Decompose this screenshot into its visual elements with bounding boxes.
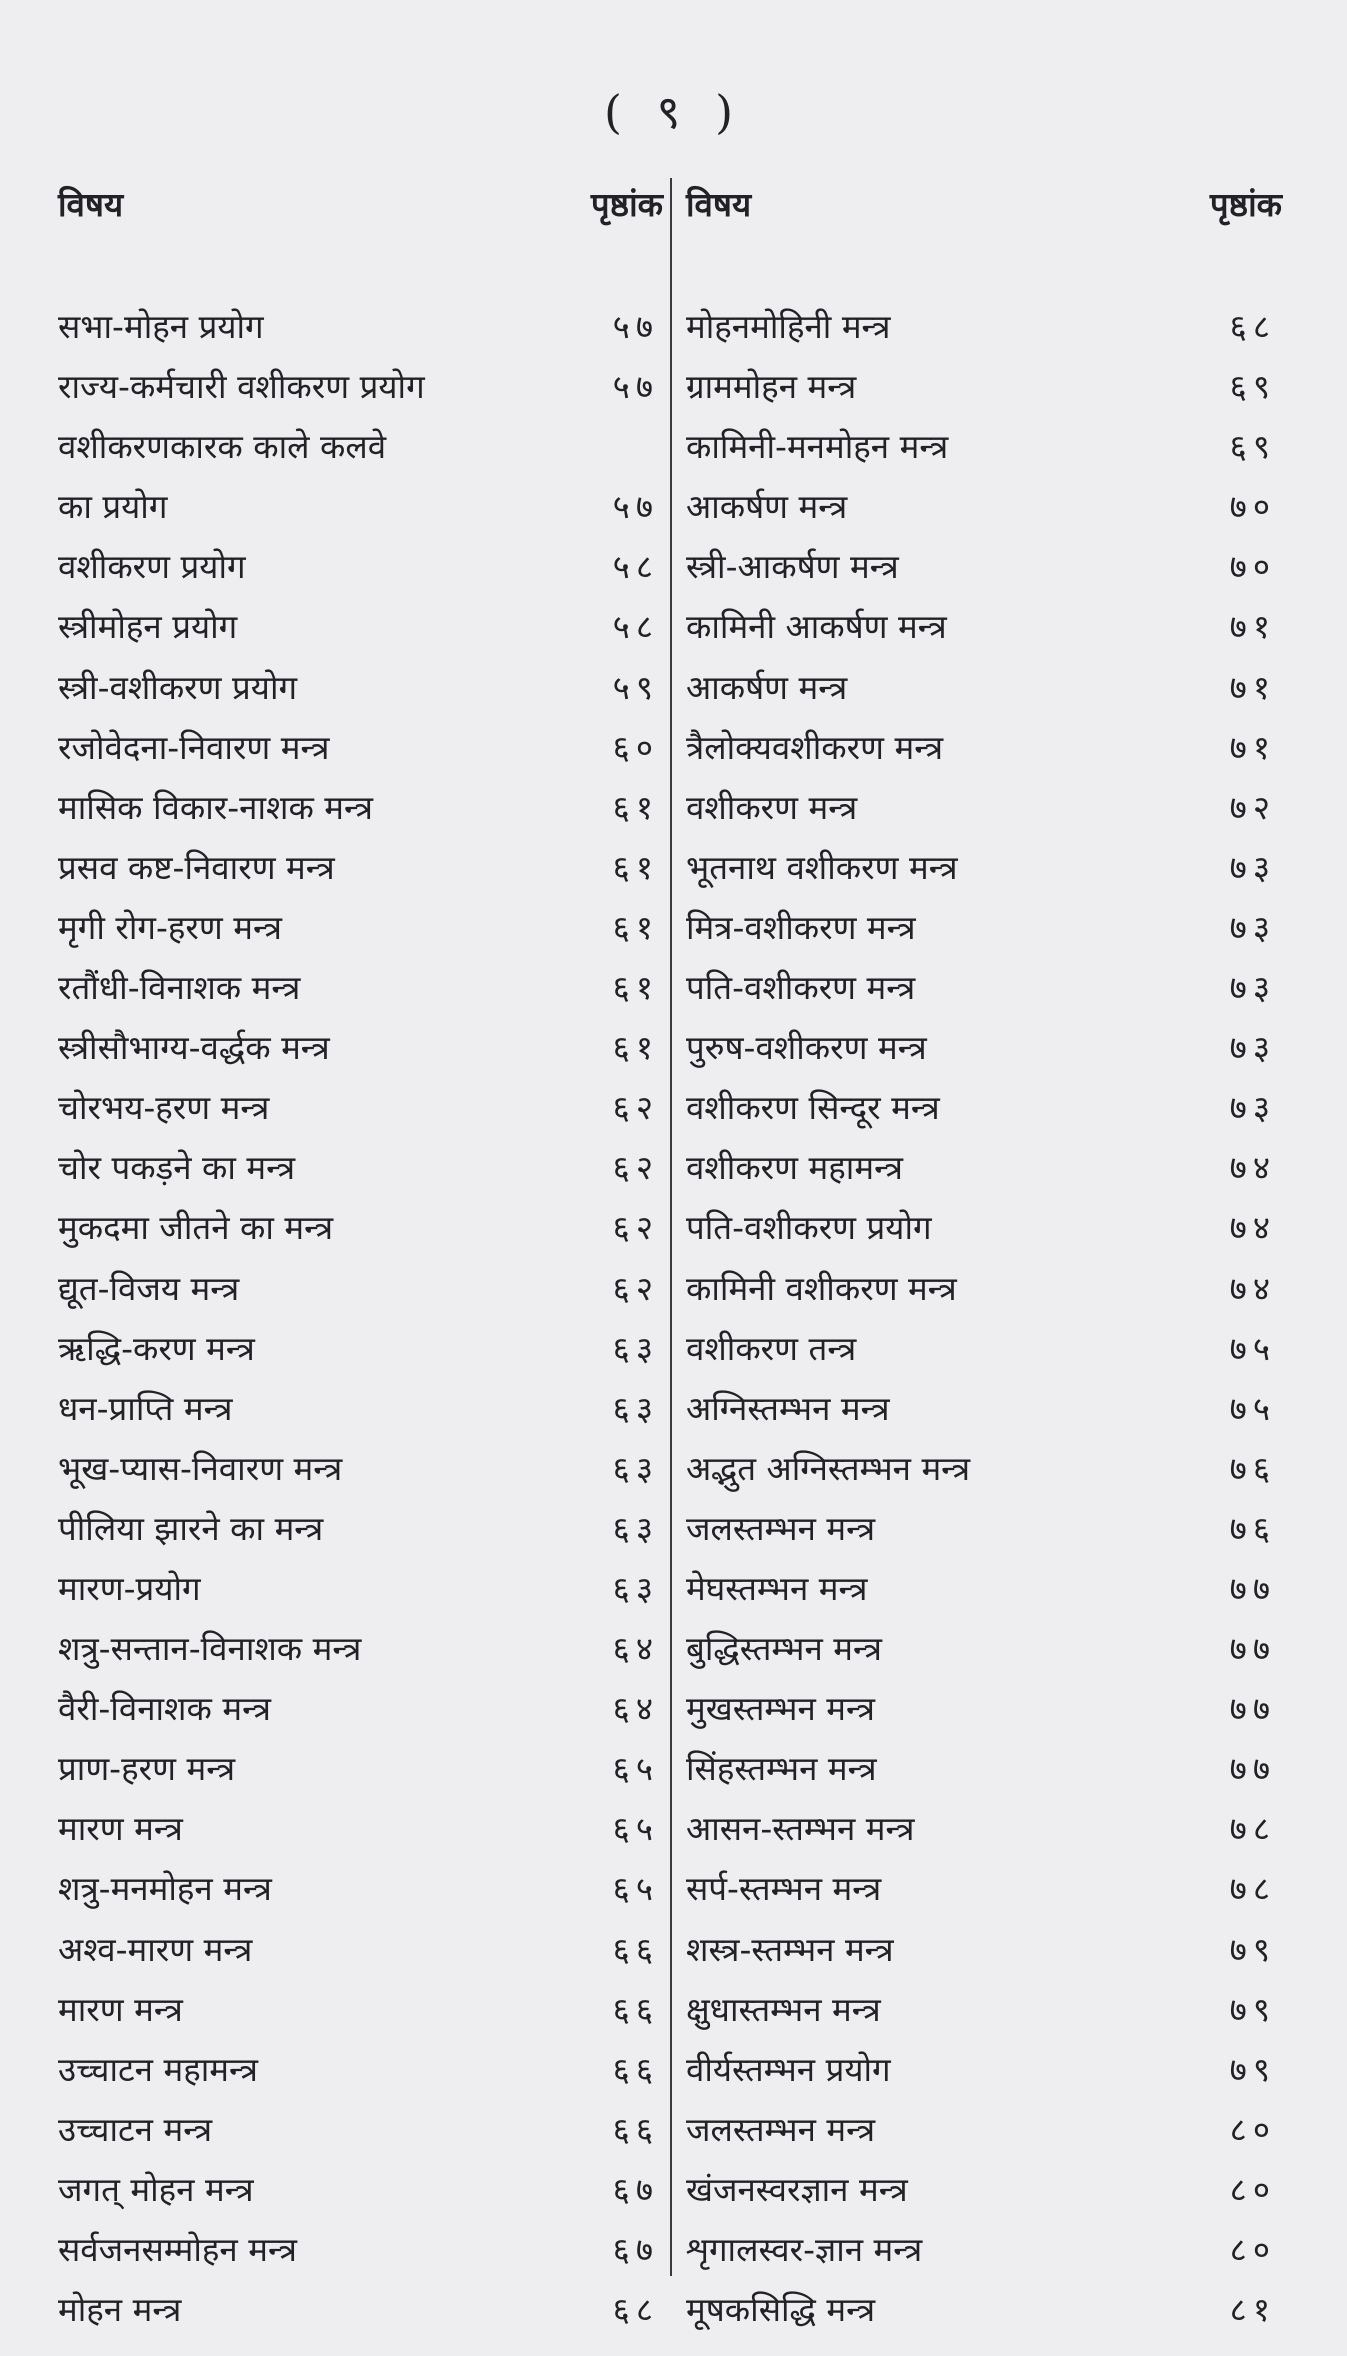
toc-entry-page: ६५: [612, 1749, 659, 1789]
toc-entry-subject: का प्रयोग: [58, 487, 168, 527]
toc-entry: [686, 658, 1282, 718]
toc-entry-subject: मेघस्तम्भन मन्त्र: [686, 1568, 868, 1608]
toc-entry: [58, 658, 663, 718]
toc-entry-page: ७१: [1229, 727, 1276, 767]
toc-entry: [686, 1920, 1282, 1980]
toc-entry: [686, 1499, 1282, 1559]
toc-entry-page: ६७: [612, 2169, 659, 2209]
toc-entry: [58, 2160, 663, 2220]
toc-entry: [58, 417, 663, 477]
toc-entry-page: ६५: [612, 1809, 659, 1849]
toc-entry-subject: मोहन मन्त्र: [58, 2290, 182, 2330]
toc-entry-page: ६८: [612, 2290, 659, 2330]
toc-entry: [686, 1679, 1282, 1739]
toc-entry-subject: वशीकरण सिन्दूर मन्त्र: [686, 1088, 940, 1128]
toc-entry-subject: वशीकरणकारक काले कलवे: [58, 427, 387, 467]
toc-entry-page: ७४: [1229, 1148, 1276, 1188]
page-header: पृष्ठांक: [590, 185, 663, 224]
toc-entry-page: ७२: [1229, 787, 1276, 827]
toc-entry-page: ६६: [612, 1989, 659, 2029]
toc-entry-subject: द्यूत-विजय मन्त्र: [58, 1268, 240, 1308]
toc-entry-subject: सभा-मोहन प्रयोग: [58, 307, 264, 346]
toc-entry: [686, 1018, 1282, 1078]
subject-header: विषय: [686, 185, 752, 224]
toc-entry-subject: जलस्तम्भन मन्त्र: [686, 2109, 876, 2149]
toc-entry: [686, 1739, 1282, 1799]
toc-entry-subject: अग्निस्तम्भन मन्त्र: [686, 1388, 890, 1428]
toc-entry: [58, 1499, 663, 1559]
toc-entry-subject: पुरुष-वशीकरण मन्त्र: [686, 1028, 927, 1068]
toc-entry-subject: चोर पकड़ने का मन्त्र: [58, 1148, 296, 1188]
toc-entry-subject: मूषकसिद्धि मन्त्र: [686, 2290, 876, 2330]
toc-entry-subject: शत्रु-मनमोहन मन्त्र: [58, 1869, 272, 1909]
toc-entry-subject: आसन-स्तम्भन मन्त्र: [686, 1809, 915, 1849]
toc-entry: [58, 1559, 663, 1619]
toc-entry: [58, 1078, 663, 1138]
toc-entry-page: ७०: [1229, 487, 1276, 527]
toc-entry-page: ७४: [1229, 1268, 1276, 1308]
toc-entry: [686, 778, 1282, 838]
toc-entry: [686, 1379, 1282, 1439]
page-header: पृष्ठांक: [1209, 185, 1282, 224]
toc-entry: [686, 1319, 1282, 1379]
toc-entry-subject: अश्व-मारण मन्त्र: [58, 1929, 253, 1969]
toc-entry-subject: त्रैलोक्यवशीकरण मन्त्र: [686, 727, 944, 767]
toc-entry-page: ६२: [612, 1268, 659, 1308]
toc-entry-subject: मुकदमा जीतने का मन्त्र: [58, 1208, 334, 1248]
toc-entry: [686, 838, 1282, 898]
toc-entry-page: ७१: [1229, 667, 1276, 707]
toc-entry-subject: पति-वशीकरण प्रयोग: [686, 1208, 932, 1248]
toc-entry-page: ७७: [1229, 1629, 1276, 1669]
toc-right-list: [686, 297, 1282, 2340]
toc-entry-subject: चोरभय-हरण मन्त्र: [58, 1088, 270, 1128]
toc-entry-subject: रजोवेदना-निवारण मन्त्र: [58, 727, 330, 767]
toc-entry: [686, 1980, 1282, 2040]
toc-entry: [58, 1319, 663, 1379]
toc-entry-page: ७६: [1229, 1448, 1276, 1488]
toc-entry: [58, 357, 663, 417]
toc-entry-subject: स्त्रीसौभाग्य-वर्द्धक मन्त्र: [58, 1028, 330, 1068]
toc-entry: [58, 1439, 663, 1499]
toc-entry: [58, 1259, 663, 1319]
column-header: [58, 175, 663, 235]
toc-entry-subject: पीलिया झारने का मन्त्र: [58, 1508, 324, 1548]
toc-entry-subject: मोहनमोहिनी मन्त्र: [686, 307, 891, 346]
toc-entry-subject: राज्य-कर्मचारी वशीकरण प्रयोग: [58, 367, 425, 407]
toc-entry-subject: धन-प्राप्ति मन्त्र: [58, 1388, 233, 1428]
toc-entry-subject: मित्र-वशीकरण मन्त्र: [686, 907, 916, 947]
toc-entry-page: ५८: [612, 607, 659, 647]
toc-entry: [686, 1799, 1282, 1859]
toc-entry-subject: सिंहस्तम्भन मन्त्र: [686, 1749, 877, 1789]
toc-entry: [58, 477, 663, 537]
toc-entry-page: ५७: [612, 307, 659, 346]
toc-entry-page: ७१: [1229, 607, 1276, 647]
toc-entry-subject: जगत् मोहन मन्त्र: [58, 2169, 254, 2209]
toc-entry-page: ८०: [1229, 2109, 1276, 2149]
toc-entry-page: ६०: [612, 727, 659, 767]
toc-entry: [58, 1018, 663, 1078]
toc-entry-subject: मुखस्तम्भन मन्त्र: [686, 1689, 875, 1729]
toc-entry: [58, 1679, 663, 1739]
toc-left-column: [58, 175, 663, 2340]
toc-entry-subject: वशीकरण तन्त्र: [686, 1328, 857, 1368]
toc-entry-page: ६१: [612, 907, 659, 947]
toc-entry: [58, 1198, 663, 1258]
toc-entry: [58, 1379, 663, 1439]
toc-entry-page: ७७: [1229, 1689, 1276, 1729]
toc-entry-page: ५७: [612, 367, 659, 407]
toc-entry-subject: सर्प-स्तम्भन मन्त्र: [686, 1869, 882, 1909]
toc-entry-subject: वशीकरण प्रयोग: [58, 547, 246, 587]
toc-entry: [686, 2040, 1282, 2100]
toc-entry-subject: ग्राममोहन मन्त्र: [686, 367, 857, 407]
toc-entry-page: ७३: [1229, 907, 1276, 947]
toc-entry: [58, 1619, 663, 1679]
toc-entry-subject: मारण मन्त्र: [58, 1989, 183, 2029]
toc-entry-page: ७३: [1229, 1088, 1276, 1128]
toc-entry-subject: प्रसव कष्ट-निवारण मन्त्र: [58, 847, 335, 887]
toc-entry-page: ६१: [612, 847, 659, 887]
toc-entry-subject: रतौंधी-विनाशक मन्त्र: [58, 968, 301, 1008]
toc-entry-page: ६६: [612, 2049, 659, 2089]
toc-entry: [686, 1078, 1282, 1138]
toc-entry-page: ६९: [1229, 427, 1276, 467]
toc-entry-page: ६७: [612, 2230, 659, 2269]
toc-entry-page: ७५: [1229, 1388, 1276, 1428]
toc-entry: [686, 898, 1282, 958]
toc-entry-page: ६२: [612, 1148, 659, 1188]
toc-entry-subject: उच्चाटन मन्त्र: [58, 2109, 213, 2149]
toc-entry-page: ६४: [612, 1629, 659, 1669]
toc-left-list: [58, 297, 663, 2340]
toc-entry-page: ८०: [1229, 2169, 1276, 2209]
toc-entry-page: ७८: [1229, 1869, 1276, 1909]
toc-entry-subject: कामिनी आकर्षण मन्त्र: [686, 607, 947, 647]
toc-entry-page: ६३: [612, 1328, 659, 1368]
toc-entry-page: ७३: [1229, 1028, 1276, 1068]
toc-entry: [58, 1920, 663, 1980]
toc-entry: [686, 1859, 1282, 1919]
toc-entry: [58, 838, 663, 898]
toc-right-column: [686, 175, 1282, 2340]
toc-entry: [58, 718, 663, 778]
toc-entry-page: ६१: [612, 968, 659, 1008]
toc-entry-page: ६१: [612, 787, 659, 827]
toc-entry: [58, 537, 663, 597]
toc-entry-subject: शत्रु-सन्तान-विनाशक मन्त्र: [58, 1629, 362, 1669]
toc-entry-page: ७४: [1229, 1208, 1276, 1248]
toc-entry: [58, 1739, 663, 1799]
toc-entry-page: ५७: [612, 487, 659, 527]
toc-entry: [58, 597, 663, 657]
toc-entry-page: ७३: [1229, 968, 1276, 1008]
toc-entry-subject: अद्भुत अग्निस्तम्भन मन्त्र: [686, 1448, 971, 1488]
toc-entry-subject: खंजनस्वरज्ञान मन्त्र: [686, 2169, 908, 2209]
toc-entry: [686, 2220, 1282, 2280]
toc-entry-subject: जलस्तम्भन मन्त्र: [686, 1508, 876, 1548]
toc-entry: [58, 2100, 663, 2160]
toc-entry-subject: कामिनी वशीकरण मन्त्र: [686, 1268, 957, 1308]
toc-entry-page: ८१: [1229, 2290, 1276, 2330]
toc-entry: [686, 2100, 1282, 2160]
toc-entry-page: ६८: [1229, 307, 1276, 346]
toc-entry: [686, 1198, 1282, 1258]
toc-entry-subject: मारण-प्रयोग: [58, 1568, 201, 1608]
toc-entry: [686, 1138, 1282, 1198]
toc-entry-subject: आकर्षण मन्त्र: [686, 667, 848, 707]
toc-entry-page: ६२: [612, 1088, 659, 1128]
toc-entry: [58, 2040, 663, 2100]
column-header: [686, 175, 1282, 235]
toc-entry: [58, 2220, 663, 2280]
toc-entry-subject: आकर्षण मन्त्र: [686, 487, 848, 527]
toc-entry-subject: मृगी रोग-हरण मन्त्र: [58, 907, 282, 947]
toc-entry-subject: प्राण-हरण मन्त्र: [58, 1749, 236, 1789]
toc-entry: [686, 1559, 1282, 1619]
toc-entry: [686, 1259, 1282, 1319]
toc-entry: [58, 778, 663, 838]
toc-entry-page: ८०: [1229, 2230, 1276, 2269]
toc-entry: [686, 958, 1282, 1018]
toc-entry-page: ५८: [612, 547, 659, 587]
toc-entry-subject: ऋद्धि-करण मन्त्र: [58, 1328, 255, 1368]
toc-entry: [686, 597, 1282, 657]
toc-entry-page: ७७: [1229, 1568, 1276, 1608]
toc-entry-page: ६३: [612, 1568, 659, 1608]
toc-entry: [58, 898, 663, 958]
toc-entry: [686, 718, 1282, 778]
toc-entry-page: ६१: [612, 1028, 659, 1068]
toc-entry-subject: स्त्री-आकर्षण मन्त्र: [686, 547, 899, 587]
toc-entry-subject: वशीकरण मन्त्र: [686, 787, 858, 827]
toc-entry: [58, 1980, 663, 2040]
toc-entry-page: ६६: [612, 2109, 659, 2149]
toc-entry-page: ५९: [612, 667, 659, 707]
toc-entry-page: ७०: [1229, 547, 1276, 587]
toc-entry-subject: पति-वशीकरण मन्त्र: [686, 968, 916, 1008]
toc-entry: [58, 297, 663, 357]
toc-entry-subject: वीर्यस्तम्भन प्रयोग: [686, 2049, 891, 2089]
page-number: ( ९ ): [603, 85, 744, 139]
toc-entry: [686, 477, 1282, 537]
column-divider: [670, 178, 672, 2276]
toc-entry-page: ६३: [612, 1508, 659, 1548]
toc-entry: [686, 2160, 1282, 2220]
toc-entry-subject: स्त्री-वशीकरण प्रयोग: [58, 667, 298, 707]
toc-entry-subject: कामिनी-मनमोहन मन्त्र: [686, 427, 949, 467]
toc-entry: [686, 297, 1282, 357]
toc-entry-subject: भूतनाथ वशीकरण मन्त्र: [686, 847, 958, 887]
toc-entry-subject: बुद्धिस्तम्भन मन्त्र: [686, 1629, 882, 1669]
toc-entry-subject: स्त्रीमोहन प्रयोग: [58, 607, 238, 647]
toc-entry-page: ६५: [612, 1869, 659, 1909]
toc-entry-subject: क्षुधास्तम्भन मन्त्र: [686, 1989, 881, 2029]
toc-entry: [58, 2280, 663, 2340]
toc-entry-page: ६३: [612, 1388, 659, 1428]
toc-entry-subject: सर्वजनसम्मोहन मन्त्र: [58, 2230, 297, 2269]
toc-entry-subject: भूख-प्यास-निवारण मन्त्र: [58, 1448, 343, 1488]
toc-entry-page: ६४: [612, 1689, 659, 1729]
toc-entry-page: ७५: [1229, 1328, 1276, 1368]
toc-entry: [686, 417, 1282, 477]
toc-entry-page: ७९: [1229, 1989, 1276, 2029]
toc-entry-subject: वैरी-विनाशक मन्त्र: [58, 1689, 272, 1729]
toc-entry-page: ६३: [612, 1448, 659, 1488]
toc-entry: [58, 1138, 663, 1198]
toc-entry-page: ७६: [1229, 1508, 1276, 1548]
toc-entry: [58, 958, 663, 1018]
toc-entry: [686, 357, 1282, 417]
toc-entry-subject: उच्चाटन महामन्त्र: [58, 2049, 258, 2089]
toc-entry: [686, 1619, 1282, 1679]
toc-entry-page: ७८: [1229, 1809, 1276, 1849]
toc-entry-subject: मारण मन्त्र: [58, 1809, 183, 1849]
toc-entry-subject: मासिक विकार-नाशक मन्त्र: [58, 787, 373, 827]
toc-entry: [58, 1859, 663, 1919]
toc-entry-page: ७९: [1229, 2049, 1276, 2089]
toc-entry-page: ७३: [1229, 847, 1276, 887]
toc-entry: [686, 1439, 1282, 1499]
toc-entry-subject: शृगालस्वर-ज्ञान मन्त्र: [686, 2230, 923, 2269]
subject-header: विषय: [58, 185, 124, 224]
toc-entry: [686, 537, 1282, 597]
toc-entry-page: ६२: [612, 1208, 659, 1248]
toc-entry-page: ६९: [1229, 367, 1276, 407]
toc-entry-subject: शस्त्र-स्तम्भन मन्त्र: [686, 1929, 894, 1969]
toc-entry-subject: वशीकरण महामन्त्र: [686, 1148, 904, 1188]
toc-entry: [686, 2280, 1282, 2340]
toc-entry: [58, 1799, 663, 1859]
toc-entry-page: ६६: [612, 1929, 659, 1969]
toc-entry-page: ७९: [1229, 1929, 1276, 1969]
toc-entry-page: ७७: [1229, 1749, 1276, 1789]
